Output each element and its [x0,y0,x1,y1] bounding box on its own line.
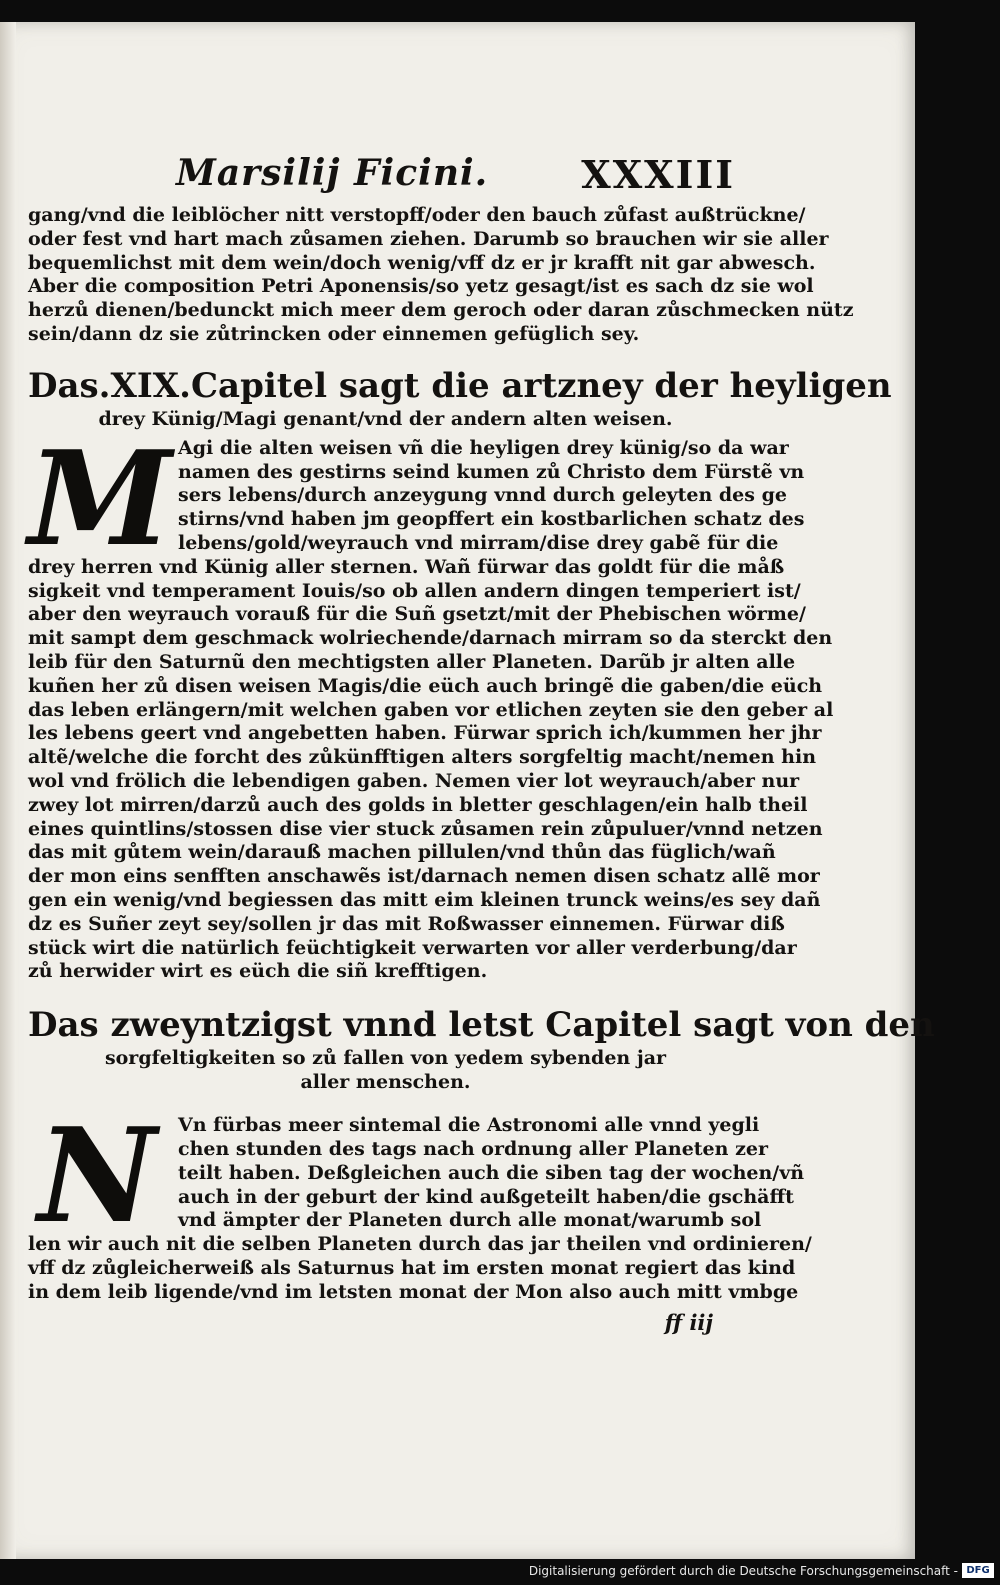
text-line: altẽ/welche die forcht des zůkünfftigen alters sorgfeltig macht/nemen hin [28,746,817,769]
paragraph-continuation [28,204,854,347]
folio-number: XXXIII [581,152,735,197]
chapter-heading-subline: drey Künig/Magi genant/vnd der andern alten weisen. [98,407,673,430]
text-line: kuñen her zů disen weisen Magis/die eüch auch bringẽ die gaben/die eüch [28,674,823,697]
text-line: herzů dienen/bedunckt mich meer dem geroch oder daran zůschmecken nütz [28,299,854,322]
text-line: stirns/vnd haben jm geopffert ein kostbarlichen schatz des [178,508,805,531]
text-line: der mon eins senfften anschawẽs ist/darnach nemen disen schatz allẽ mor [28,865,820,888]
text-line: auch in der geburt der kind außgeteilt haben/die gschäfft [178,1185,794,1208]
text-line: Agi die alten weisen vñ die heyligen drey künig/so da war [178,436,789,459]
text-line: vnd ämpter der Planeten durch alle monat/warumb sol [178,1209,762,1232]
decorated-initial: M [28,421,172,575]
text-line: zů herwider wirt es eüch die siñ krefftigen. [28,960,488,983]
running-title: Marsilij Ficini. [176,152,489,194]
text-line: leib für den Saturnũ den mechtigsten aller Planeten. Darũb jr alten alle [28,650,796,673]
book-page [0,22,935,1559]
text-line: lebens/gold/weyrauch vnd mirram/dise drey gabẽ für die [178,531,779,554]
text-line: len wir auch nit die selben Planeten durch das jar theilen vnd ordinieren/ [28,1233,812,1256]
text-line: zwey lot mirren/darzů auch des golds in bletter geschlagen/ein halb theil [28,793,808,816]
text-line: eines quintlins/stossen dise vier stuck zůsamen rein zůpuluer/vnnd netzen [28,817,823,840]
text-line: drey herren vnd Künig aller sternen. Wañ fürwar das goldt für die måß [28,555,785,578]
text-line: aber den weyrauch vorauß für die Suñ gsetzt/mit der Phebischen wörme/ [28,603,806,626]
text-line: gen ein wenig/vnd begiessen das mitt eim kleinen trunck weins/es sey dañ [28,888,821,911]
text-line: vff dz zůgleicherweiß als Saturnus hat im ersten monat regiert das kind [28,1256,796,1279]
text-line: sigkeit vnd temperament Iouis/so ob allen andern dingen temperiert ist/ [28,579,801,602]
page-gutter [0,22,16,1559]
text-line: in dem leib ligende/vnd im letsten monat der Mon also auch mitt vmbge [28,1280,799,1303]
text-line: gang/vnd die leiblöcher nitt verstopff/oder den bauch zůfast außtrückne/ [28,204,806,226]
text-line: stück wirt die natürlich feüchtigkeit verwarten vor aller verderbung/dar [28,936,797,959]
text-line: bequemlichst mit dem wein/doch wenig/vff dz er jr krafft nit gar abwesch. [28,251,816,274]
signature-mark: ff iij [664,1310,713,1336]
signature-mark-row [28,1306,743,1342]
text-block [28,134,935,1342]
chapter-paragraph [28,1099,812,1304]
text-line: sein/dann dz sie zůtrincken oder einnemen gefüglich sey. [28,322,640,345]
text-line: wol vnd frölich die lebendigen gaben. Nemen vier lot weyrauch/aber nur [28,769,800,792]
text-line: mit sampt dem geschmack wolriechende/darnach mirram so da sterckt den [28,627,833,650]
text-line: oder fest vnd hart mach zůsamen ziehen. Darumb so brauchen wir sie aller [28,227,829,250]
text-line: Aber die composition Petri Aponensis/so yetz gesagt/ist es sach dz sie wol [28,275,814,298]
running-header [28,134,743,204]
digitization-credit: Digitalisierung gefördert durch die Deutsche Forschungsgemeinschaft - [528,1564,958,1578]
chapter-heading-subline: aller menschen. [300,1071,471,1094]
text-line: namen des gestirns seind kumen zů Christo dem Fürstẽ vn [178,460,805,483]
chapter-heading: Das.XIX.Capitel sagt die artzney der heyligen [28,365,892,406]
text-line: dz es Suñer zeyt sey/sollen jr das mit Roßwasser einnemen. Fürwar diß [28,912,785,935]
chapter-paragraph [28,421,834,984]
text-line: teilt haben. Deßgleichen auch die siben tag der wochen/vñ [178,1161,805,1184]
text-line: Vn fürbas meer sintemal die Astronomi alle vnnd yegli [178,1114,760,1137]
decorated-initial: N [37,1099,157,1253]
dfg-logo: DFG [962,1563,994,1578]
text-line: das leben erlängern/mit welchen gaben vor etlichen zeyten sie den geber al [28,698,834,721]
chapter-heading: Das zweyntzigst vnnd letst Capitel sagt von den [28,1005,935,1046]
text-line: sers lebens/durch anzeygung vnnd durch geleyten des ge [178,484,787,507]
text-line: chen stunden des tags nach ordnung aller Planeten zer [178,1137,768,1160]
text-line: les lebens geert vnd angebetten haben. Fürwar sprich ich/kummen her jhr [28,722,822,745]
chapter-heading-subline: sorgfeltigkeiten so zů fallen von yedem sybenden jar [104,1047,667,1070]
text-line: das mit gůtem wein/darauß machen pillulen/vnd thůn das füglich/wañ [28,841,776,864]
